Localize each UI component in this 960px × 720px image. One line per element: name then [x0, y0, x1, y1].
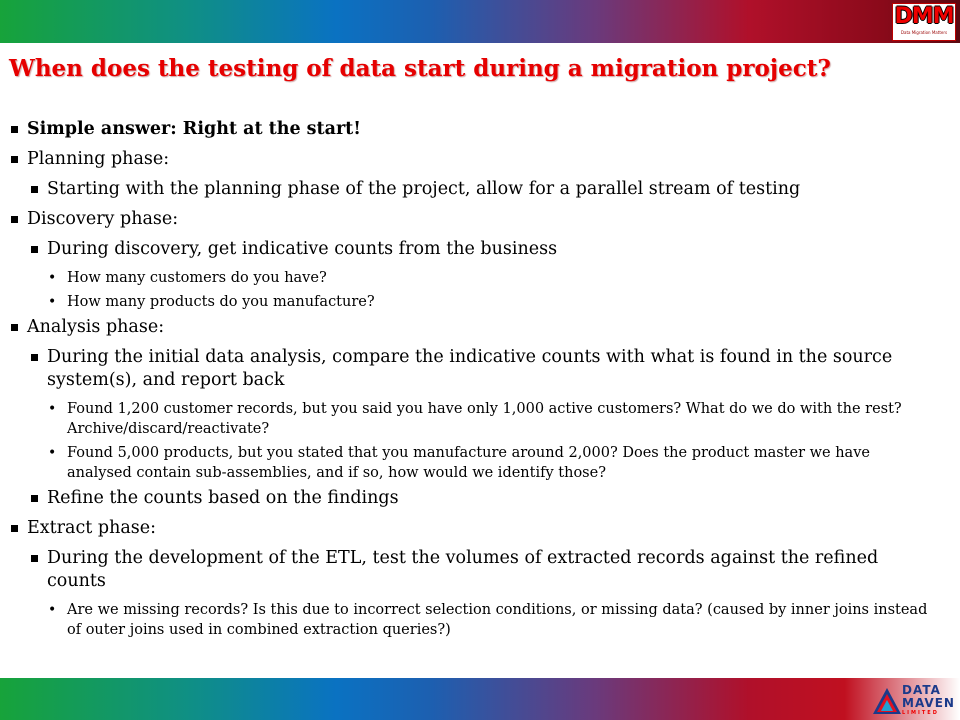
top-gradient-band	[0, 0, 960, 43]
dmm-logo-tagline: Data Migration Matters	[900, 30, 948, 35]
data-maven-logo	[872, 683, 956, 719]
bullet-level-1: Planning phase:	[0, 148, 960, 171]
slide-title: When does the testing of data start during a migration project?	[9, 55, 831, 82]
bullet-level-1: Extract phase:	[0, 517, 960, 540]
bullet-level-2: During discovery, get indicative counts from the business	[0, 238, 960, 261]
bullet-level-2: During the initial data analysis, compare the indicative counts with what is found in the source system(s), and report back	[0, 346, 960, 392]
data-maven-logo-line2: MAVEN	[902, 696, 955, 710]
bullet-level-3: • How many products do you manufacture?	[0, 292, 960, 312]
bullet-level-3: • Found 5,000 products, but you stated that you manufacture around 2,000? Does the product master we have analysed contain sub-assemblies, and if so, how would we identify those?	[0, 443, 960, 483]
bullet-level-2: Starting with the planning phase of the project, allow for a parallel stream of testing	[0, 178, 960, 201]
dmm-logo	[892, 3, 956, 41]
bottom-gradient-band	[0, 678, 960, 720]
data-maven-logo-line1: DATA	[902, 683, 941, 697]
bullet-level-3: • Are we missing records? Is this due to incorrect selection conditions, or missing data? (caused by inner joins instead of outer joins used in combined extraction queries?)	[0, 600, 960, 640]
bullet-level-1: Simple answer: Right at the start!	[0, 118, 960, 141]
bullet-level-3: • How many customers do you have?	[0, 268, 960, 288]
data-maven-logo-icon	[872, 687, 902, 715]
bullet-level-1: Discovery phase:	[0, 208, 960, 231]
bullet-level-1: Analysis phase:	[0, 316, 960, 339]
bullet-level-2: Refine the counts based on the findings	[0, 487, 960, 510]
bullet-level-3: • Found 1,200 customer records, but you said you have only 1,000 active customers? What do we do with the rest? Archive/discard/reactivate?	[0, 399, 960, 439]
bullet-level-2: During the development of the ETL, test the volumes of extracted records against the refined counts	[0, 547, 960, 593]
dmm-logo-mark: DMM	[894, 4, 954, 29]
data-maven-logo-line3: LIMITED	[902, 710, 939, 716]
bullet-list	[0, 118, 960, 644]
